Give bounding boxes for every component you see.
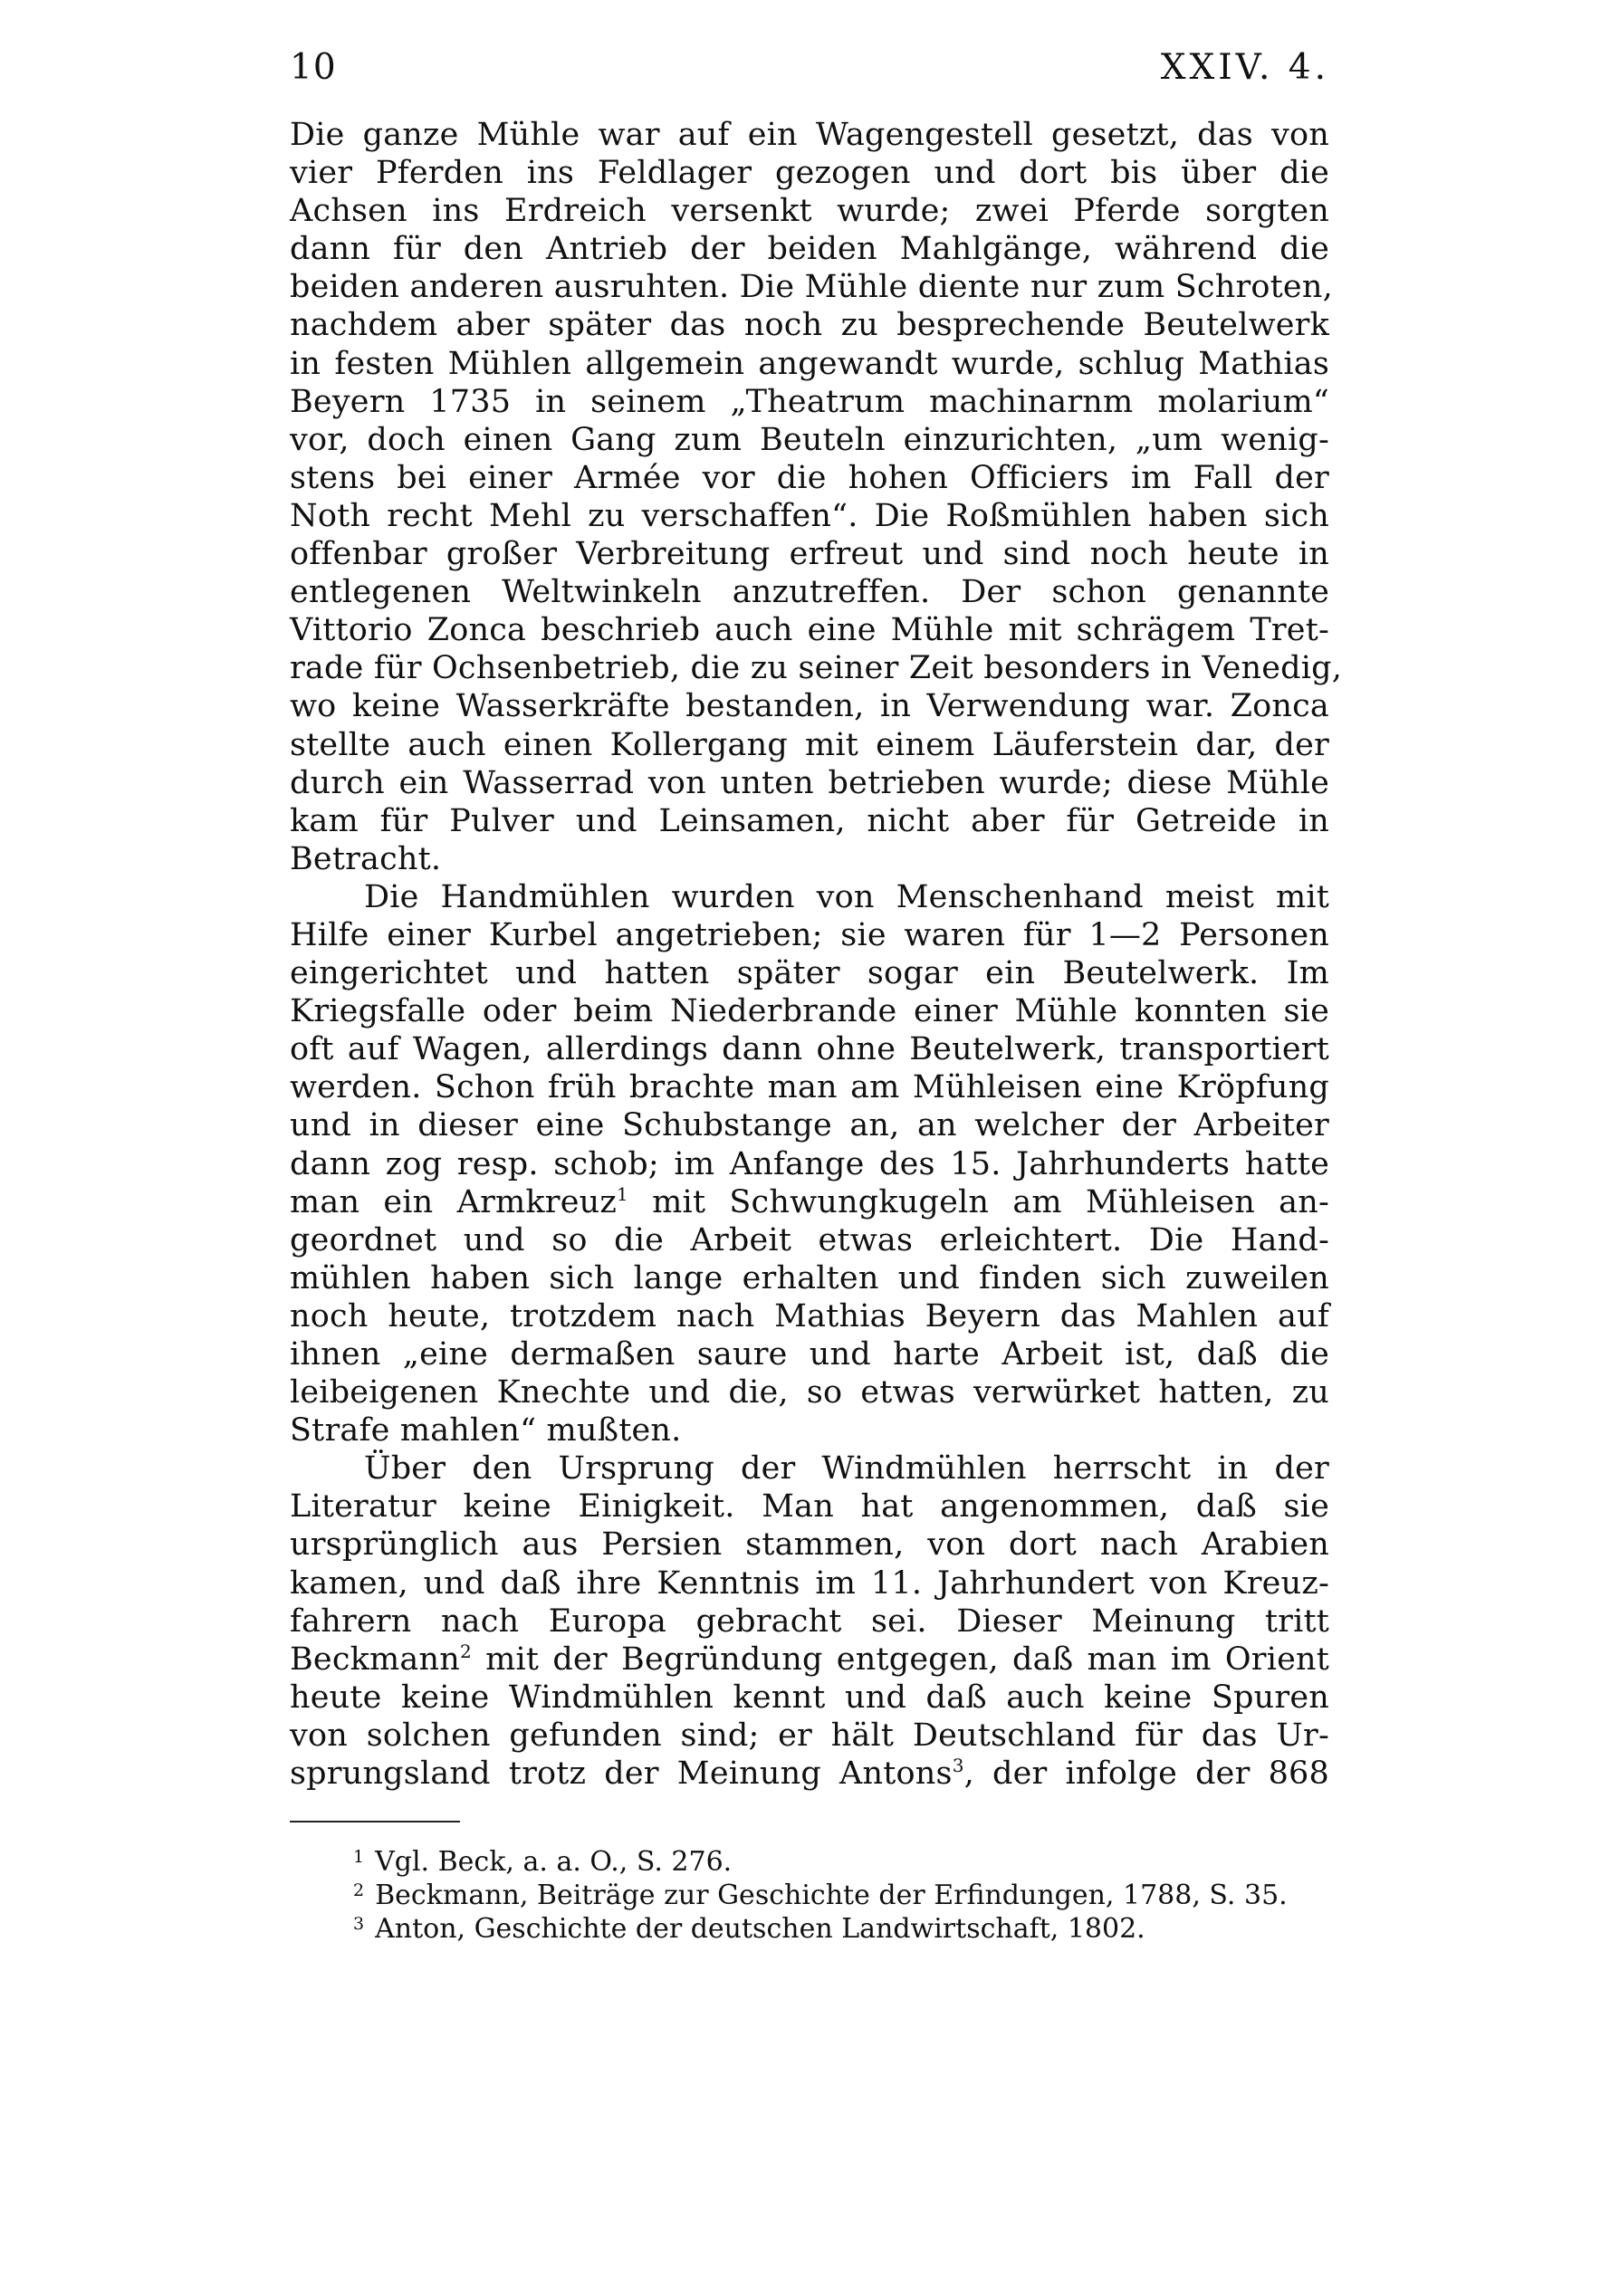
line-segment: , der infolge der 868 [963,1755,1329,1793]
text-line: Achsen ins Erdreich versenkt wurde; zwei Pferde sorgten [290,193,1329,230]
line-segment: man ein Armkreuz [290,1183,618,1220]
text-line: ursprünglich aus Persien stammen, von dort nach Arabien [290,1526,1329,1564]
footnote-text: Anton, Geschichte der deutschen Landwirtschaft, 1802. [375,1913,1145,1945]
text-line: Beyern 1735 in seinem „Theatrum machinarnm molarium“ [290,383,1329,420]
text-line: Hilfe einer Kurbel angetrieben; sie waren für 1—2 Personen [290,916,1329,953]
text-line: von solchen gefunden sind; er hält Deutschland für das Ur- [290,1717,1329,1754]
text-line: nachdem aber später das noch zu besprechende Beutelwerk [290,307,1329,344]
footnote [353,1879,1329,1912]
text-line: kamen, und daß ihre Kenntnis im 11. Jahrhundert von Kreuz- [290,1564,1329,1602]
text-line: eingerichtet und hatten später sogar ein Beutelwerk. Im [290,955,1329,992]
text-line: Noth recht Mehl zu verschaffen“. Die Roßmühlen haben sich [290,497,1329,534]
footnote-marker[interactable]: 3 [952,1755,964,1777]
running-head: XXIV. 4. [1160,47,1329,88]
text-line: noch heute, trotzdem nach Mathias Beyern das Mahlen auf [290,1297,1329,1335]
text-line: rade für Ochsenbetrieb, die zu seiner Zeit besonders in Venedig, [290,650,1343,687]
line-segment: Beckmann [290,1641,460,1678]
text-line: beiden anderen ausruhten. Die Mühle diente nur zum Schroten, [290,269,1333,306]
text-line: Die Handmühlen wurden von Menschenhand meist mit [364,878,1329,915]
text-line [290,1755,1329,1793]
text-line: stellte auch einen Kollergang mit einem Läuferstein dar, der [290,726,1329,763]
text-line: Die ganze Mühle war auf ein Wagengestell gesetzt, das von [290,117,1329,153]
text-line: Betracht. [290,840,442,877]
text-line: Literatur keine Einigkeit. Man hat angenommen, daß sie [290,1488,1329,1526]
text-line: ihnen „eine dermaßen saure und harte Arbeit ist, daß die [290,1336,1329,1373]
footnote-number: 2 [353,1880,365,1900]
page-header [290,47,1329,92]
footnote-number: 3 [353,1914,365,1934]
text-line [290,1183,1329,1221]
text-line: in festen Mühlen allgemein angewandt wurde, schlug Mathias [290,345,1329,382]
footnote [353,1845,1329,1879]
text-line: wo keine Wasserkräfte bestanden, in Verwendung war. Zonca [290,688,1329,725]
body-text [290,116,1343,1793]
text-line: geordnet und so die Arbeit etwas erleichtert. Die Hand- [290,1221,1329,1258]
text-line: Vittorio Zonca beschrieb auch eine Mühle mit schrägem Tret- [290,612,1329,649]
text-line: oft auf Wagen, allerdings dann ohne Beutelwerk, transportiert [290,1031,1329,1068]
text-line: werden. Schon früh brachte man am Mühleisen eine Kröpfung [290,1069,1329,1106]
footnote-marker[interactable]: 2 [459,1640,472,1662]
text-line: Kriegsfalle oder beim Niederbrande einer Mühle konnten sie [290,993,1329,1030]
text-line: offenbar großer Verbreitung erfreut und sind noch heute in [290,536,1329,573]
text-line: fahrern nach Europa gebracht sei. Dieser Meinung tritt [290,1602,1329,1640]
text-line: Über den Ursprung der Windmühlen herrscht in der [364,1450,1329,1488]
line-segment: mit der Begründung entgegen, daß man im Orient [485,1641,1330,1678]
text-line [290,1641,1329,1679]
footnote-marker[interactable]: 1 [617,1182,628,1205]
footnote-number: 1 [353,1847,365,1867]
text-line: heute keine Windmühlen kennt und daß auch keine Spuren [290,1679,1329,1716]
text-line: dann zog resp. schob; im Anfange des 15. Jahrhunderts hatte [290,1145,1329,1182]
line-segment: mit Schwungkugeln am Mühleisen an- [652,1183,1330,1220]
footnote-separator [290,1821,460,1822]
text-line: entlegenen Weltwinkeln anzutreffen. Der schon genannte [290,574,1329,611]
text-line: leibeigenen Knechte und die, so etwas verwürket hatten, zu [290,1374,1329,1411]
text-line: dann für den Antrieb der beiden Mahlgänge, während die [290,231,1329,268]
text-line: kam für Pulver und Leinsamen, nicht aber für Getreide in [290,802,1329,839]
footnote [353,1912,1329,1946]
text-line: Strafe mahlen“ mußten. [290,1412,682,1449]
text-line: durch ein Wasserrad von unten betrieben wurde; diese Mühle [290,764,1329,801]
text-line: vor, doch einen Gang zum Beuteln einzurichten, „um wenig- [290,421,1329,458]
text-line: mühlen haben sich lange erhalten und finden sich zuweilen [290,1259,1329,1296]
footnote-text: Beckmann, Beiträge zur Geschichte der Erfindungen, 1788, S. 35. [375,1880,1288,1911]
footnotes [353,1845,1329,1946]
page-number: 10 [290,47,337,88]
text-line: vier Pferden ins Feldlager gezogen und dort bis über die [290,155,1329,192]
line-segment: sprungsland trotz der Meinung Antons [290,1755,953,1793]
footnote-text: Vgl. Beck, a. a. O., S. 276. [375,1846,733,1878]
text-line: und in dieser eine Schubstange an, an welcher der Arbeiter [290,1107,1329,1144]
text-line: stens bei einer Armée vor die hohen Officiers im Fall der [290,459,1329,496]
